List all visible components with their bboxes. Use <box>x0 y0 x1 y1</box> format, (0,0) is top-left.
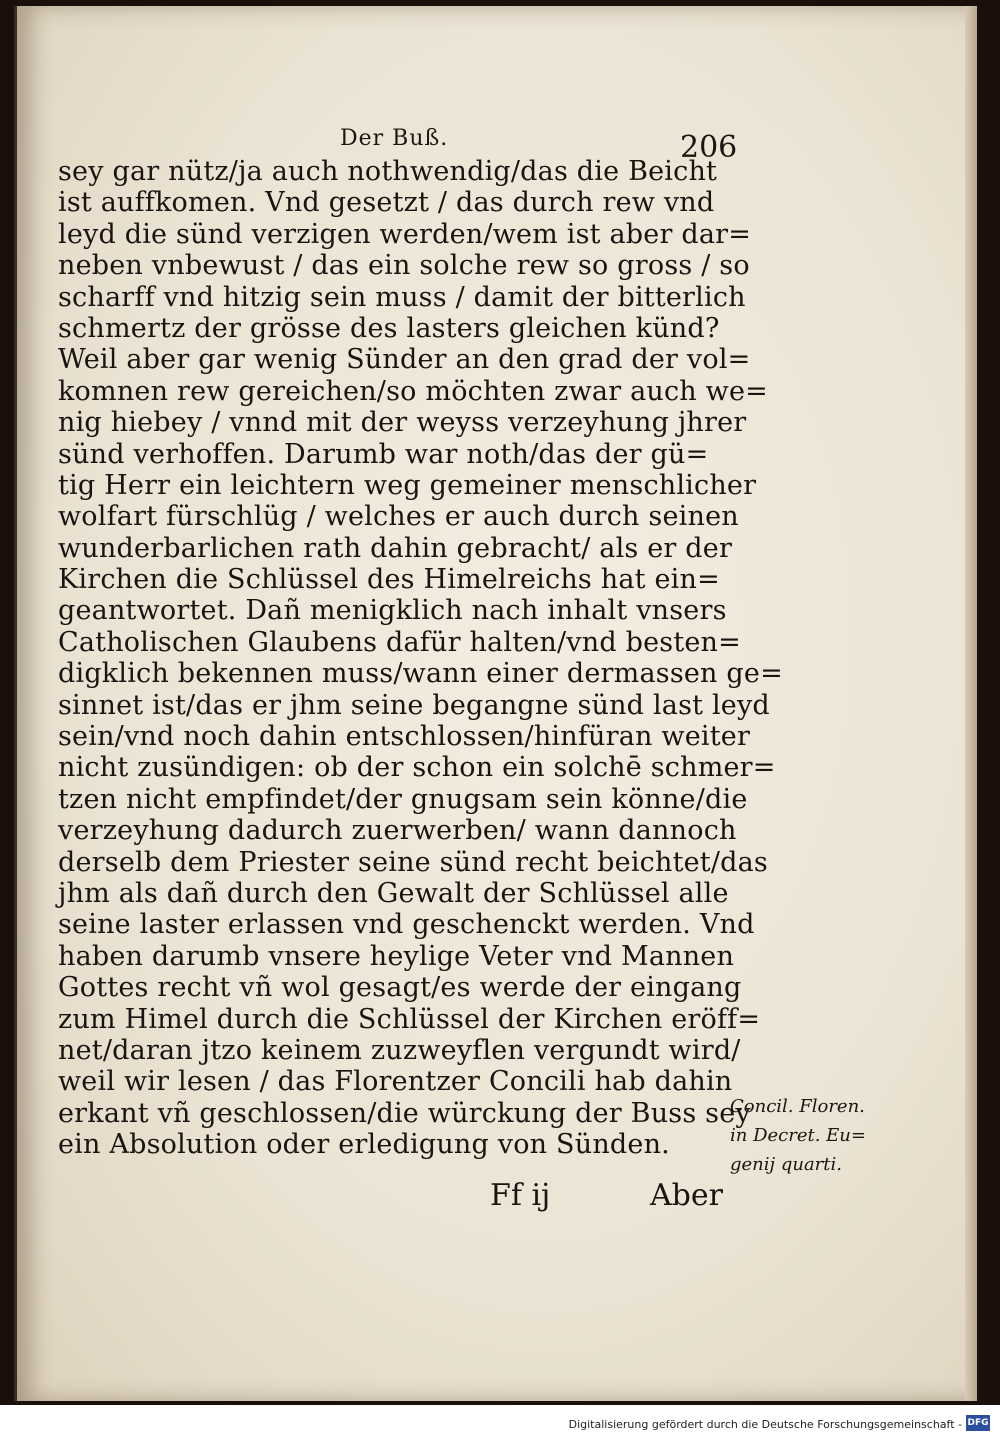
text-line: neben vnbewust / das ein solche rew so gross / so <box>58 250 750 282</box>
text-line: zum Himel durch die Schlüssel der Kirchen eröff= <box>58 1003 761 1035</box>
text-line: verzeyhung dadurch zuerwerben/ wann dannoch <box>58 815 737 847</box>
text-line: ein Absolution oder erledigung von Sünden. <box>58 1129 670 1161</box>
footer-bar <box>0 1405 1000 1446</box>
funding-credit: Digitalisierung gefördert durch die Deutsche Forschungsgemeinschaft - <box>568 1418 962 1431</box>
dfg-logo: DFG <box>966 1415 990 1431</box>
text-line: weil wir lesen / das Florentzer Concili hab dahin <box>58 1066 733 1098</box>
text-line: sinnet ist/das er jhm seine begangne sünd last leyd <box>58 689 770 721</box>
text-line: Weil aber gar wenig Sünder an den grad der vol= <box>58 344 751 376</box>
page-edge <box>965 6 977 1401</box>
text-line: sey gar nütz/ja auch nothwendig/das die Beicht <box>58 156 718 187</box>
text-line: erkant vñ geschlossen/die würckung der Buss sey <box>58 1097 751 1129</box>
text-line: net/daran jtzo keinem zuzweyflen vergundt wird/ <box>58 1034 741 1066</box>
text-line: leyd die sünd verzigen werden/wem ist aber dar= <box>58 218 752 250</box>
running-head: Der Buß. <box>340 126 449 151</box>
text-line: Gottes recht vñ wol gesagt/es werde der eingang <box>58 972 742 1004</box>
text-line: schmertz der grösse des lasters gleichen künd? <box>58 312 720 344</box>
signature-mark: Ff ij <box>490 1178 551 1213</box>
text-line: komnen rew gereichen/so möchten zwar auch we= <box>58 375 768 407</box>
text-line: haben darumb vnsere heylige Veter vnd Mannen <box>58 940 735 972</box>
text-line: digklich bekennen muss/wann einer dermassen ge= <box>58 658 783 690</box>
text-line: jhm als dañ durch den Gewalt der Schlüssel alle <box>58 877 729 909</box>
text-line: seine laster erlassen vnd geschenckt werden. Vnd <box>58 909 755 941</box>
margin-note <box>730 1092 866 1179</box>
text-line: tzen nicht empfindet/der gnugsam sein könne/die <box>58 783 748 815</box>
page-number: 206 <box>680 130 738 165</box>
text-line: wolfart fürschlüg / welches er auch durch seinen <box>58 501 739 533</box>
text-line: geantwortet. Dañ menigklich nach inhalt vnsers <box>58 595 727 627</box>
margin-note-line: in Decret. Eu= <box>730 1125 866 1146</box>
main-text-block <box>58 156 783 1161</box>
text-line: derselb dem Priester seine sünd recht beichtet/das <box>58 846 768 878</box>
text-line: nicht zusündigen: ob der schon ein solchē schmer= <box>58 752 776 784</box>
text-line: sünd verhoffen. Darumb war noth/das der gü= <box>58 438 709 470</box>
text-line: Kirchen die Schlüssel des Himelreichs hat ein= <box>58 564 720 596</box>
text-line: nig hiebey / vnnd mit der weyss verzeyhung jhrer <box>58 407 747 439</box>
text-line: scharff vnd hitzig sein muss / damit der bitterlich <box>58 281 746 313</box>
catchword: Aber <box>650 1178 723 1213</box>
margin-note-line: genij quarti. <box>730 1154 842 1175</box>
text-line: ist auffkomen. Vnd gesetzt / das durch rew vnd <box>58 187 715 219</box>
text-line: Catholischen Glaubens dafür halten/vnd besten= <box>58 626 741 658</box>
text-line: tig Herr ein leichtern weg gemeiner menschlicher <box>58 469 757 501</box>
margin-note-line: Concil. Floren. <box>730 1096 865 1117</box>
text-line: wunderbarlichen rath dahin gebracht/ als er der <box>58 532 733 564</box>
text-line: sein/vnd noch dahin entschlossen/hinfüran weiter <box>58 721 751 753</box>
